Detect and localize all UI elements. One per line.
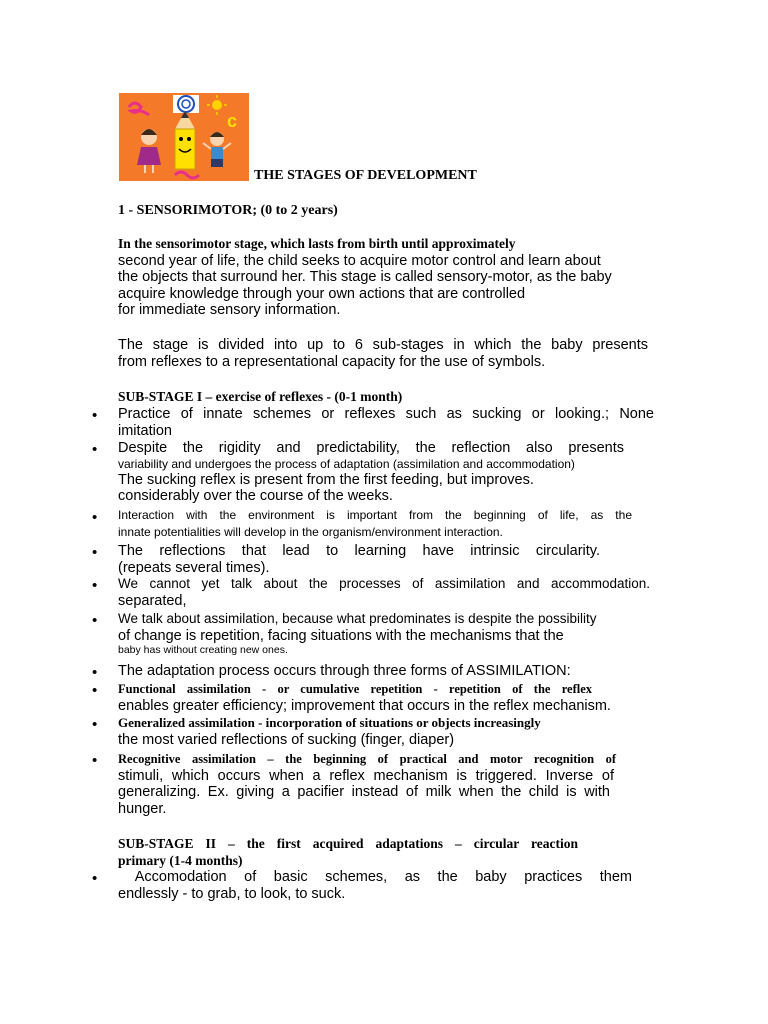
- bullet-line: generalizing. Ex. giving a pacifier instead of milk when the child is with: [118, 784, 610, 801]
- page-title: THE STAGES OF DEVELOPMENT: [254, 168, 477, 183]
- bullet-line: • We cannot yet talk about the processes of assimilation and accommodation.: [118, 576, 650, 591]
- division-line: from reflexes to a representational capacity for the use of symbols.: [118, 353, 546, 370]
- division-line: The stage is divided into up to 6 sub-stages in which the baby presents: [118, 337, 648, 353]
- bullet-line: innate potentialities will develop in the organism/environment interaction.: [118, 525, 503, 539]
- bullet-line: hunger.: [118, 800, 167, 817]
- svg-text:c: c: [227, 111, 238, 131]
- bullet-line: • Functional assimilation - or cumulative repetition - repetition of the reflex: [118, 682, 592, 696]
- bullet-line: considerably over the course of the weeks.: [118, 488, 393, 505]
- illustration-svg: [119, 93, 249, 181]
- substage1-heading: SUB-STAGE I – exercise of reflexes - (0-1 month): [118, 389, 403, 404]
- substage2-heading: [118, 835, 578, 869]
- list-item: [118, 663, 654, 680]
- bullet-line: • Recognitive assimilation – the beginning of practical and motor recognition of: [118, 752, 616, 766]
- bullet-line: stimuli, which occurs when a reflex mechanism is triggered. Inverse of: [118, 767, 614, 784]
- section-heading-sensorimotor: 1 - SENSORIMOTOR; (0 to 2 years): [118, 203, 338, 218]
- bullet-line: enables greater efficiency; improvement that occurs in the reflex mechanism.: [118, 697, 611, 714]
- intro-paragraph: [118, 236, 648, 319]
- bullet-line: • Despite the rigidity and predictability, the reflection also presents: [118, 440, 624, 456]
- list-item: [118, 576, 654, 609]
- bullet-line: baby has without creating new ones.: [118, 644, 288, 657]
- bullet-line: The sucking reflex is present from the first feeding, but improves.: [118, 471, 534, 488]
- bullet-line: • The reflections that lead to learning have intrinsic circularity.: [118, 543, 600, 559]
- bullet-line: of change is repetition, facing situations with the mechanisms that the: [118, 627, 564, 644]
- list-item: [118, 681, 654, 714]
- bullet-line: • Accomodation of basic schemes, as the baby practices them: [118, 869, 632, 885]
- list-item: [118, 543, 654, 576]
- intro-lead: In the sensorimotor stage, which lasts from birth until approximately: [118, 236, 516, 251]
- intro-line: acquire knowledge through your own actions that are controlled: [118, 285, 526, 302]
- list-item: [118, 440, 654, 505]
- bullet-line: separated,: [118, 592, 187, 609]
- bullet-line: • Practice of innate schemes or reflexes such as sucking or looking.; None: [118, 406, 654, 422]
- list-item: [118, 611, 654, 656]
- list-item: [118, 751, 654, 817]
- list-item: [118, 869, 654, 902]
- bullet-line: the most varied reflections of sucking (finger, diaper): [118, 731, 455, 748]
- division-paragraph: [118, 337, 648, 370]
- bullet-line: endlessly - to grab, to look, to suck.: [118, 885, 346, 902]
- kids-pencil-illustration: [119, 93, 249, 181]
- bullet-line: • Interaction with the environment is important from the beginning of life, as the: [118, 508, 632, 522]
- list-item: [118, 406, 654, 439]
- substage2-heading-line: SUB-STAGE II – the first acquired adaptations – circular reaction: [118, 836, 578, 851]
- substage2-heading-line: primary (1-4 months): [118, 853, 243, 868]
- intro-line: second year of life, the child seeks to acquire motor control and learn about: [118, 252, 601, 269]
- bullet-line: variability and undergoes the process of adaptation (assimilation and accommodation): [118, 456, 575, 471]
- list-item: [118, 508, 654, 540]
- bullet-line: (repeats several times).: [118, 559, 270, 576]
- bullet-line: imitation: [118, 422, 172, 439]
- bullet-line: • Generalized assimilation - incorporation of situations or objects increasingly: [118, 715, 541, 730]
- intro-line: the objects that surround her. This stage is called sensory-motor, as the baby: [118, 269, 612, 286]
- list-item: [118, 715, 654, 748]
- bullet-line: • The adaptation process occurs through three forms of ASSIMILATION:: [118, 663, 571, 679]
- intro-line: for immediate sensory information.: [118, 302, 341, 319]
- bullet-line: • We talk about assimilation, because what predominates is despite the possibility: [118, 611, 597, 626]
